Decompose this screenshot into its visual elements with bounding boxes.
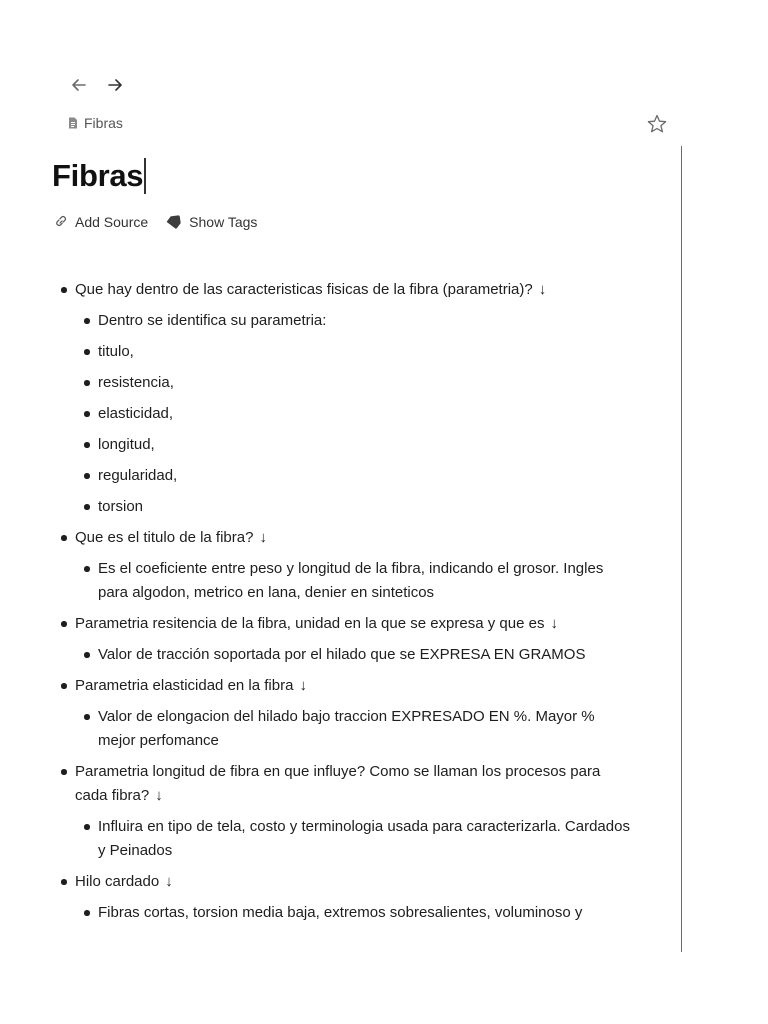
list-item-text[interactable]: resistencia, [98,374,174,391]
page-title[interactable]: Fibras [52,158,144,193]
show-tags-button[interactable] [166,214,257,230]
panel-divider[interactable] [681,146,682,952]
link-icon [54,215,68,229]
list-item-text[interactable]: regularidad, [98,467,178,484]
forward-button[interactable] [104,74,126,96]
list-item-text[interactable]: Es el coeficiente entre peso y longitud de la fibra, indicando el grosor. Ingles para algodon, metrico en lana, denier en sinteticos [98,560,604,601]
document-icon [68,117,78,129]
sub-list-item[interactable] [83,643,630,667]
sub-list-item[interactable] [83,495,630,519]
expand-arrow-icon[interactable]: ↓ [299,677,307,694]
sub-list-item[interactable] [83,433,630,457]
show-tags-label: Show Tags [189,214,258,230]
sub-list-item[interactable] [83,340,630,364]
history-nav [68,74,126,96]
list-item-text[interactable]: titulo, [98,343,134,360]
list-item-text[interactable]: Parametria longitud de fibra en que influye? Como se llaman los procesos para cada fibra? [75,763,601,804]
text-cursor [144,158,146,194]
breadcrumb-label: Fibras [84,115,123,131]
expand-arrow-icon[interactable]: ↓ [165,873,173,890]
sub-list-item[interactable] [83,705,630,753]
page-actions [54,214,257,230]
sub-list-item[interactable] [83,309,630,333]
list-item-text[interactable]: longitud, [98,436,155,453]
list-item-text[interactable]: Hilo cardado [75,873,160,890]
sub-list-item[interactable] [83,557,630,605]
list-item[interactable] [60,870,630,894]
add-source-button[interactable] [54,214,148,230]
sub-list-item[interactable] [83,464,630,488]
expand-arrow-icon[interactable]: ↓ [155,787,163,804]
list-item-text[interactable]: Valor de tracción soportada por el hilado que se EXPRESA EN GRAMOS [98,646,586,663]
list-item-text[interactable]: Que hay dentro de las caracteristicas fisicas de la fibra (parametria)? [75,281,533,298]
expand-arrow-icon[interactable]: ↓ [538,281,547,298]
list-item[interactable] [60,612,630,636]
tag-icon [166,215,182,229]
back-button[interactable] [68,74,90,96]
sub-list-item[interactable] [83,815,630,863]
list-item-text[interactable]: Valor de elongacion del hilado bajo traccion EXPRESADO EN %. Mayor % mejor perfomance [98,708,595,749]
expand-arrow-icon[interactable]: ↓ [259,529,267,546]
page-title-container[interactable] [52,158,146,194]
expand-arrow-icon[interactable]: ↓ [550,615,558,632]
favorite-button[interactable] [646,113,668,135]
breadcrumb[interactable] [68,115,123,131]
list-item[interactable] [60,760,630,808]
list-item-text[interactable]: Que es el titulo de la fibra? [75,529,254,546]
list-item-text[interactable]: Parametria elasticidad en la fibra [75,677,294,694]
sub-list-item[interactable] [83,402,630,426]
list-item-text[interactable]: torsion [98,498,144,515]
list-item-text[interactable]: Influira en tipo de tela, costo y terminologia usada para caracterizarla. Cardados y Peinados [98,818,630,859]
add-source-label: Add Source [75,214,149,230]
list-item-text[interactable]: Parametria resitencia de la fibra, unidad en la que se expresa y que es [75,615,545,632]
sub-list-item[interactable] [83,901,630,925]
list-item[interactable] [60,674,630,698]
outline-list [60,278,630,932]
arrow-right-icon [106,76,124,94]
list-item[interactable] [60,278,630,302]
star-icon [646,113,668,135]
list-item-text[interactable]: Dentro se identifica su parametria: [98,312,327,329]
list-item-text[interactable]: elasticidad, [98,405,174,422]
list-item[interactable] [60,526,630,550]
list-item-text[interactable]: Fibras cortas, torsion media baja, extremos sobresalientes, voluminoso y [98,904,583,921]
arrow-left-icon [70,76,88,94]
sub-list-item[interactable] [83,371,630,395]
